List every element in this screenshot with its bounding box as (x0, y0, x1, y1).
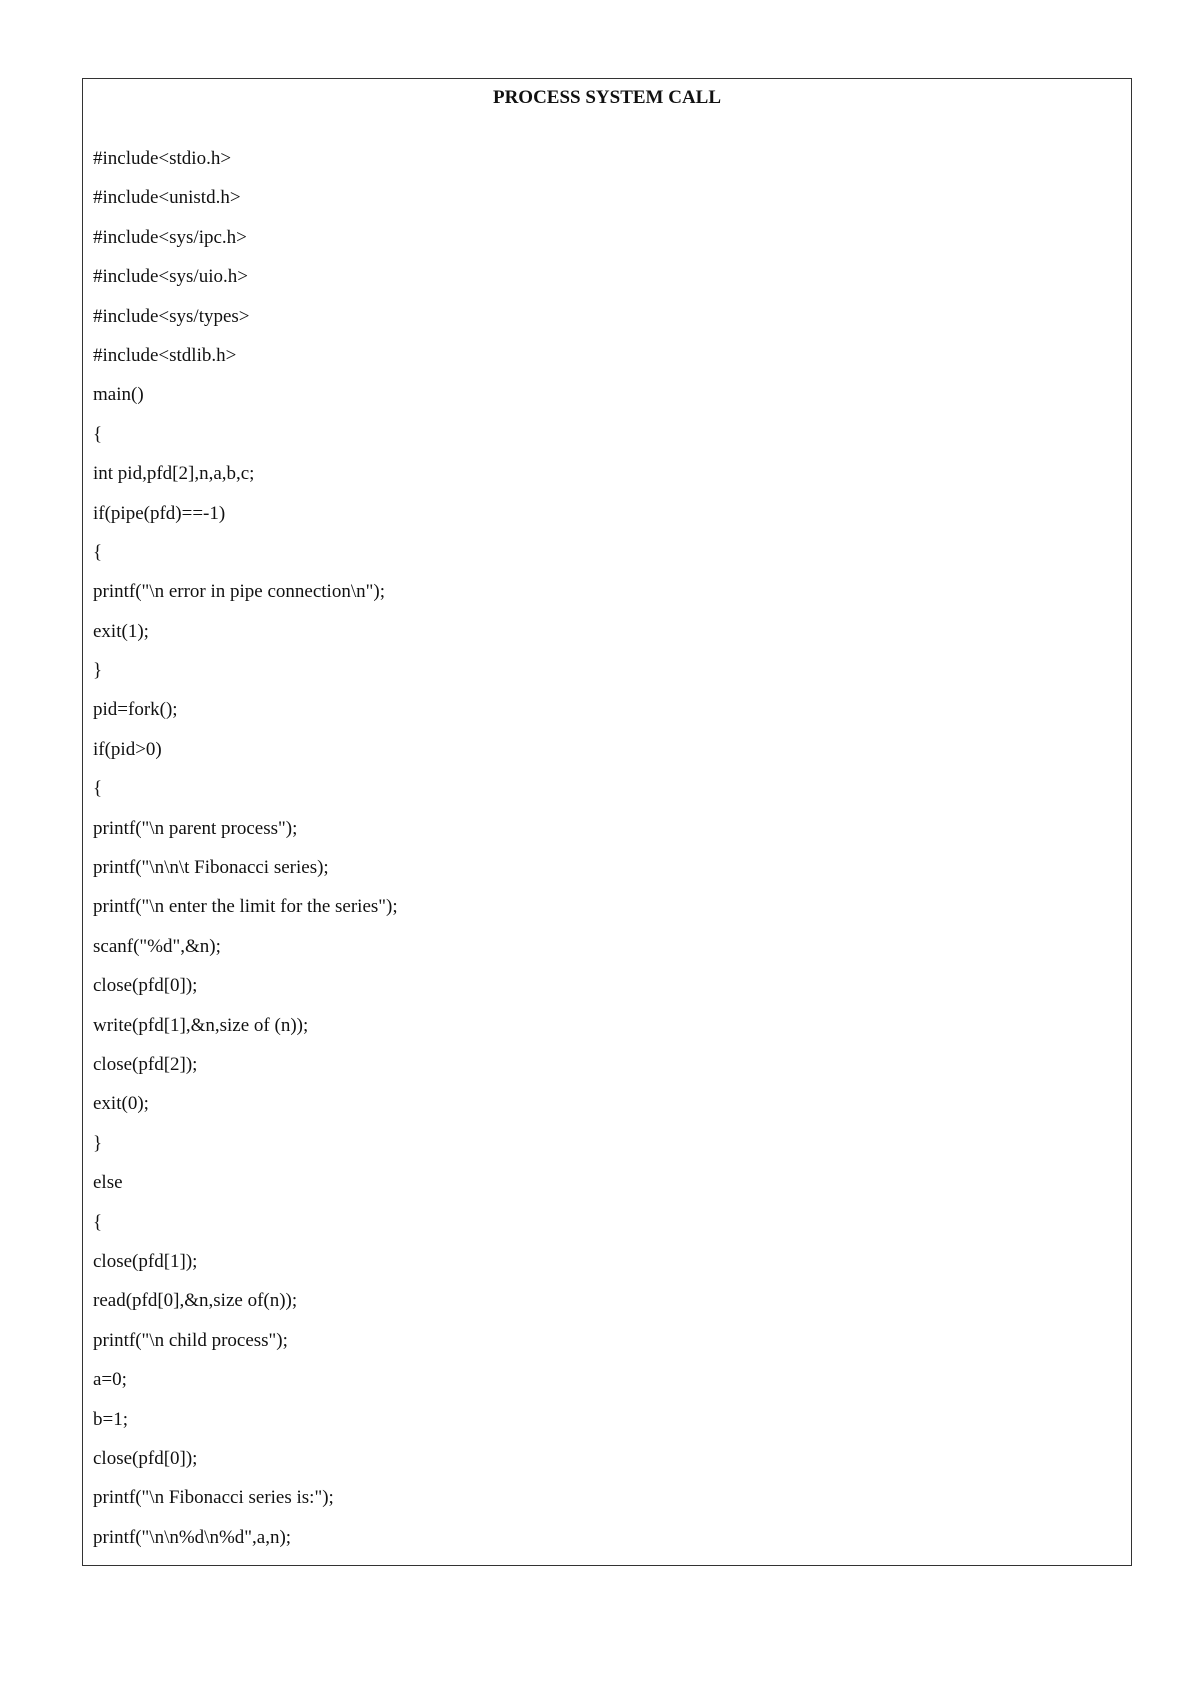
code-line: printf("\n error in pipe connection\n"); (93, 581, 385, 603)
document-frame (82, 78, 1132, 1566)
code-line: int pid,pfd[2],n,a,b,c; (93, 463, 255, 485)
code-line: if(pid>0) (93, 738, 162, 760)
code-line: printf("\n Fibonacci series is:"); (93, 1487, 334, 1509)
code-line: write(pfd[1],&n,size of (n)); (93, 1014, 309, 1036)
code-line: else (93, 1172, 123, 1194)
code-line: #include<stdlib.h> (93, 344, 237, 366)
document-title: PROCESS SYSTEM CALL (492, 87, 722, 108)
code-line: close(pfd[0]); (93, 975, 198, 997)
code-line: main() (93, 384, 144, 406)
code-line: #include<unistd.h> (93, 187, 241, 209)
code-line: { (93, 778, 103, 800)
code-line: { (93, 1211, 103, 1233)
code-line: } (93, 660, 103, 682)
code-line: printf("\n child process"); (93, 1329, 288, 1351)
code-listing (93, 139, 398, 1557)
code-line: { (93, 423, 103, 445)
code-line: exit(0); (93, 1093, 149, 1115)
code-line: exit(1); (93, 620, 149, 642)
code-line: #include<sys/uio.h> (93, 266, 248, 288)
code-line: scanf("%d",&n); (93, 935, 221, 957)
code-line: if(pipe(pfd)==-1) (93, 502, 226, 524)
code-line: close(pfd[0]); (93, 1447, 198, 1469)
code-line: { (93, 541, 103, 563)
code-line: close(pfd[1]); (93, 1250, 198, 1272)
code-line: #include<sys/ipc.h> (93, 226, 247, 248)
code-line: a=0; (93, 1369, 127, 1391)
code-line: #include<stdio.h> (93, 148, 232, 169)
code-line: b=1; (93, 1408, 128, 1430)
code-line: printf("\n\n%d\n%d",a,n); (93, 1526, 292, 1548)
code-line: read(pfd[0],&n,size of(n)); (93, 1290, 298, 1312)
code-line: printf("\n\n\t Fibonacci series); (93, 857, 329, 879)
code-line: pid=fork(); (93, 699, 178, 721)
code-line: #include<sys/types> (93, 305, 250, 327)
code-line: close(pfd[2]); (93, 1053, 198, 1075)
code-line: printf("\n parent process"); (93, 817, 298, 839)
code-line: } (93, 1132, 103, 1154)
code-line: printf("\n enter the limit for the series"); (93, 896, 398, 918)
